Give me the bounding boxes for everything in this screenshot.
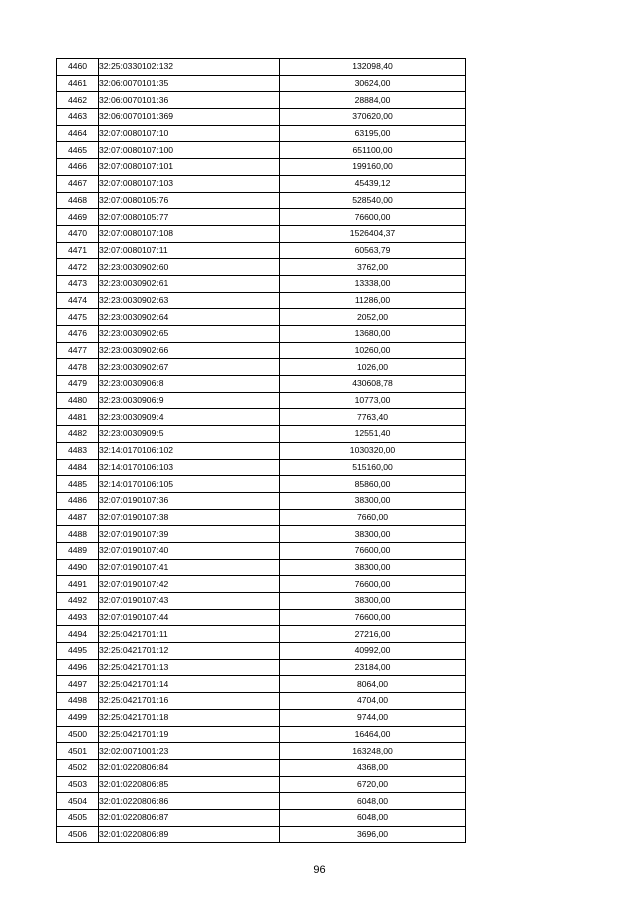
cadastral-number-cell: 32:07:0190107:40 (99, 542, 280, 559)
table-row (57, 225, 466, 242)
cadastral-number-cell: 32:23:0030902:60 (99, 259, 280, 276)
row-number-cell: 4486 (57, 492, 99, 509)
cadastral-number-cell: 32:06:0070101:36 (99, 92, 280, 109)
cadastral-number-cell: 32:23:0030902:63 (99, 292, 280, 309)
value-cell: 76600,00 (280, 542, 466, 559)
table-row (57, 643, 466, 660)
table-row (57, 209, 466, 226)
cadastral-number-cell: 32:23:0030906:9 (99, 392, 280, 409)
cadastral-number-cell: 32:23:0030902:64 (99, 309, 280, 326)
row-number-cell: 4492 (57, 593, 99, 610)
value-cell: 8064,00 (280, 676, 466, 693)
cadastral-number-cell: 32:02:0071001:23 (99, 743, 280, 760)
table-row (57, 92, 466, 109)
row-number-cell: 4488 (57, 526, 99, 543)
row-number-cell: 4500 (57, 726, 99, 743)
row-number-cell: 4472 (57, 259, 99, 276)
table-row (57, 125, 466, 142)
cadastral-number-cell: 32:23:0030902:66 (99, 342, 280, 359)
table-row (57, 442, 466, 459)
table-row (57, 759, 466, 776)
cadastral-number-cell: 32:07:0080107:103 (99, 175, 280, 192)
cadastral-number-cell: 32:07:0190107:44 (99, 609, 280, 626)
row-number-cell: 4497 (57, 676, 99, 693)
row-number-cell: 4465 (57, 142, 99, 159)
value-cell: 11286,00 (280, 292, 466, 309)
table-row (57, 676, 466, 693)
row-number-cell: 4491 (57, 576, 99, 593)
cadastral-number-cell: 32:07:0080107:11 (99, 242, 280, 259)
value-cell: 6048,00 (280, 809, 466, 826)
value-cell: 3696,00 (280, 826, 466, 843)
table-row (57, 59, 466, 76)
value-cell: 38300,00 (280, 492, 466, 509)
cadastral-value-table (56, 58, 466, 843)
table-body (57, 59, 466, 843)
value-cell: 76600,00 (280, 209, 466, 226)
value-cell: 370620,00 (280, 109, 466, 126)
cadastral-number-cell: 32:23:0030909:5 (99, 426, 280, 443)
cadastral-number-cell: 32:07:0080107:101 (99, 159, 280, 176)
row-number-cell: 4501 (57, 743, 99, 760)
row-number-cell: 4499 (57, 709, 99, 726)
value-cell: 60563,79 (280, 242, 466, 259)
table-row (57, 609, 466, 626)
page-number: 96 (313, 864, 326, 876)
cadastral-number-cell: 32:23:0030902:65 (99, 326, 280, 343)
row-number-cell: 4463 (57, 109, 99, 126)
row-number-cell: 4483 (57, 442, 99, 459)
table-row (57, 542, 466, 559)
table-row (57, 709, 466, 726)
value-cell: 10773,00 (280, 392, 466, 409)
value-cell: 40992,00 (280, 643, 466, 660)
cadastral-number-cell: 32:07:0080107:10 (99, 125, 280, 142)
value-cell: 16464,00 (280, 726, 466, 743)
cadastral-number-cell: 32:07:0190107:42 (99, 576, 280, 593)
table-row (57, 409, 466, 426)
row-number-cell: 4471 (57, 242, 99, 259)
table-row (57, 142, 466, 159)
value-cell: 7763,40 (280, 409, 466, 426)
row-number-cell: 4477 (57, 342, 99, 359)
value-cell: 199160,00 (280, 159, 466, 176)
table-row (57, 659, 466, 676)
cadastral-number-cell: 32:01:0220806:86 (99, 793, 280, 810)
row-number-cell: 4460 (57, 59, 99, 76)
row-number-cell: 4495 (57, 643, 99, 660)
row-number-cell: 4502 (57, 759, 99, 776)
table-row (57, 726, 466, 743)
table-row (57, 376, 466, 393)
row-number-cell: 4504 (57, 793, 99, 810)
table-row (57, 509, 466, 526)
cadastral-number-cell: 32:25:0330102:132 (99, 59, 280, 76)
value-cell: 528540,00 (280, 192, 466, 209)
row-number-cell: 4484 (57, 459, 99, 476)
value-cell: 515160,00 (280, 459, 466, 476)
cadastral-number-cell: 32:23:0030909:4 (99, 409, 280, 426)
row-number-cell: 4469 (57, 209, 99, 226)
table-row (57, 559, 466, 576)
value-cell: 6048,00 (280, 793, 466, 810)
value-cell: 38300,00 (280, 559, 466, 576)
cadastral-number-cell: 32:01:0220806:85 (99, 776, 280, 793)
value-cell: 85860,00 (280, 476, 466, 493)
table-row (57, 259, 466, 276)
cadastral-number-cell: 32:07:0080105:76 (99, 192, 280, 209)
table-row (57, 826, 466, 843)
row-number-cell: 4489 (57, 542, 99, 559)
cadastral-number-cell: 32:25:0421701:13 (99, 659, 280, 676)
value-cell: 1526404,37 (280, 225, 466, 242)
cadastral-number-cell: 32:14:0170106:102 (99, 442, 280, 459)
cadastral-number-cell: 32:07:0190107:36 (99, 492, 280, 509)
value-cell: 132098,40 (280, 59, 466, 76)
table-row (57, 159, 466, 176)
table-row (57, 776, 466, 793)
row-number-cell: 4494 (57, 626, 99, 643)
row-number-cell: 4490 (57, 559, 99, 576)
row-number-cell: 4464 (57, 125, 99, 142)
cadastral-number-cell: 32:25:0421701:11 (99, 626, 280, 643)
value-cell: 6720,00 (280, 776, 466, 793)
row-number-cell: 4506 (57, 826, 99, 843)
table-row (57, 743, 466, 760)
row-number-cell: 4480 (57, 392, 99, 409)
table-row (57, 242, 466, 259)
table-row (57, 793, 466, 810)
value-cell: 76600,00 (280, 609, 466, 626)
table-row (57, 326, 466, 343)
value-cell: 1030320,00 (280, 442, 466, 459)
cadastral-number-cell: 32:23:0030906:8 (99, 376, 280, 393)
row-number-cell: 4473 (57, 275, 99, 292)
row-number-cell: 4467 (57, 175, 99, 192)
cadastral-number-cell: 32:25:0421701:19 (99, 726, 280, 743)
table-row (57, 459, 466, 476)
value-cell: 63195,00 (280, 125, 466, 142)
cadastral-number-cell: 32:25:0421701:16 (99, 693, 280, 710)
row-number-cell: 4487 (57, 509, 99, 526)
table-row (57, 593, 466, 610)
cadastral-number-cell: 32:23:0030902:67 (99, 359, 280, 376)
cadastral-number-cell: 32:06:0070101:369 (99, 109, 280, 126)
value-cell: 163248,00 (280, 743, 466, 760)
value-cell: 3762,00 (280, 259, 466, 276)
cadastral-number-cell: 32:23:0030902:61 (99, 275, 280, 292)
row-number-cell: 4479 (57, 376, 99, 393)
table-row (57, 275, 466, 292)
value-cell: 13680,00 (280, 326, 466, 343)
cadastral-number-cell: 32:07:0190107:39 (99, 526, 280, 543)
cadastral-number-cell: 32:14:0170106:103 (99, 459, 280, 476)
row-number-cell: 4468 (57, 192, 99, 209)
table-row (57, 809, 466, 826)
table-row (57, 693, 466, 710)
table-row (57, 342, 466, 359)
row-number-cell: 4466 (57, 159, 99, 176)
row-number-cell: 4498 (57, 693, 99, 710)
table-row (57, 526, 466, 543)
value-cell: 10260,00 (280, 342, 466, 359)
table-row (57, 359, 466, 376)
table-row (57, 626, 466, 643)
table-row (57, 492, 466, 509)
value-cell: 4704,00 (280, 693, 466, 710)
table-row (57, 392, 466, 409)
row-number-cell: 4481 (57, 409, 99, 426)
cadastral-number-cell: 32:14:0170106:105 (99, 476, 280, 493)
row-number-cell: 4505 (57, 809, 99, 826)
cadastral-number-cell: 32:25:0421701:12 (99, 643, 280, 660)
value-cell: 12551,40 (280, 426, 466, 443)
table-row (57, 576, 466, 593)
value-cell: 27216,00 (280, 626, 466, 643)
row-number-cell: 4496 (57, 659, 99, 676)
table-row (57, 426, 466, 443)
row-number-cell: 4474 (57, 292, 99, 309)
cadastral-number-cell: 32:07:0190107:38 (99, 509, 280, 526)
value-cell: 30624,00 (280, 75, 466, 92)
value-cell: 2052,00 (280, 309, 466, 326)
table-row (57, 292, 466, 309)
value-cell: 9744,00 (280, 709, 466, 726)
row-number-cell: 4462 (57, 92, 99, 109)
cadastral-number-cell: 32:25:0421701:14 (99, 676, 280, 693)
value-cell: 45439,12 (280, 175, 466, 192)
row-number-cell: 4475 (57, 309, 99, 326)
row-number-cell: 4493 (57, 609, 99, 626)
row-number-cell: 4503 (57, 776, 99, 793)
cadastral-number-cell: 32:06:0070101:35 (99, 75, 280, 92)
value-cell: 76600,00 (280, 576, 466, 593)
table-row (57, 309, 466, 326)
cadastral-number-cell: 32:07:0190107:43 (99, 593, 280, 610)
row-number-cell: 4476 (57, 326, 99, 343)
table-row (57, 476, 466, 493)
value-cell: 38300,00 (280, 526, 466, 543)
row-number-cell: 4482 (57, 426, 99, 443)
row-number-cell: 4485 (57, 476, 99, 493)
table-row (57, 75, 466, 92)
cadastral-number-cell: 32:07:0080107:108 (99, 225, 280, 242)
value-cell: 430608,78 (280, 376, 466, 393)
cadastral-number-cell: 32:07:0080107:100 (99, 142, 280, 159)
value-cell: 651100,00 (280, 142, 466, 159)
value-cell: 13338,00 (280, 275, 466, 292)
value-cell: 38300,00 (280, 593, 466, 610)
row-number-cell: 4470 (57, 225, 99, 242)
cadastral-number-cell: 32:01:0220806:84 (99, 759, 280, 776)
value-cell: 7660,00 (280, 509, 466, 526)
table-row (57, 109, 466, 126)
cadastral-number-cell: 32:01:0220806:89 (99, 826, 280, 843)
value-cell: 28884,00 (280, 92, 466, 109)
cadastral-number-cell: 32:07:0080105:77 (99, 209, 280, 226)
value-cell: 1026,00 (280, 359, 466, 376)
cadastral-number-cell: 32:01:0220806:87 (99, 809, 280, 826)
cadastral-number-cell: 32:07:0190107:41 (99, 559, 280, 576)
value-cell: 4368,00 (280, 759, 466, 776)
table-row (57, 175, 466, 192)
row-number-cell: 4461 (57, 75, 99, 92)
value-cell: 23184,00 (280, 659, 466, 676)
row-number-cell: 4478 (57, 359, 99, 376)
table-row (57, 192, 466, 209)
cadastral-number-cell: 32:25:0421701:18 (99, 709, 280, 726)
